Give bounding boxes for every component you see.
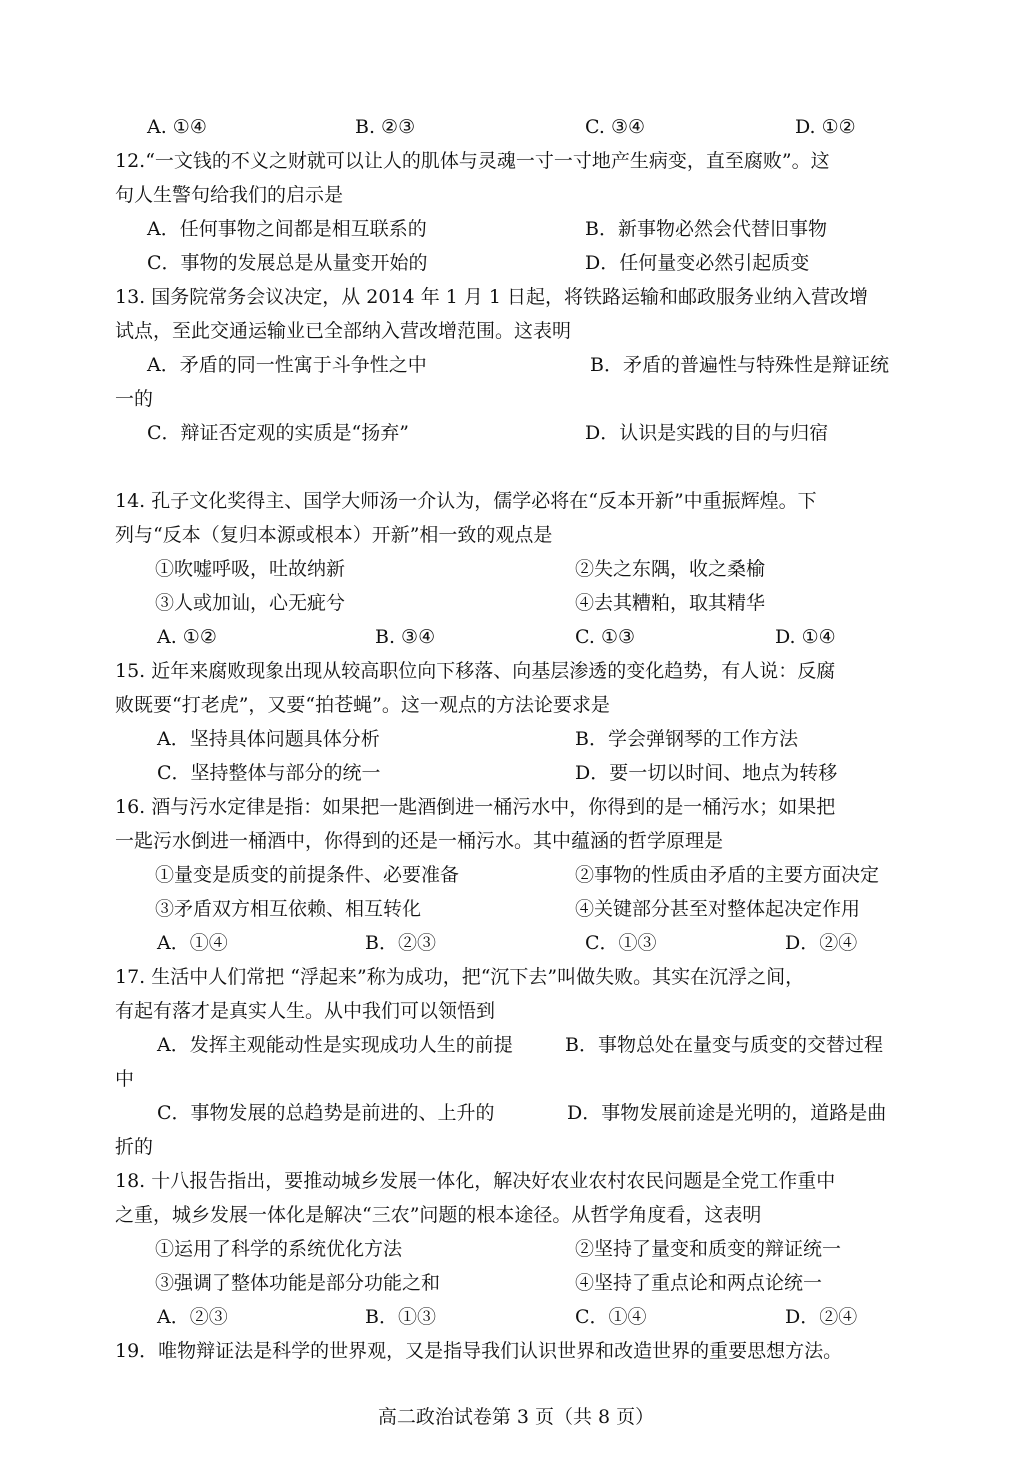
q16-option-d: D．②④ <box>785 932 858 954</box>
q18-option-d: D．②④ <box>785 1306 858 1328</box>
q18-option-c: C．①④ <box>575 1306 647 1328</box>
q16-item-4: ④关键部分甚至对整体起决定作用 <box>575 898 861 920</box>
q11-option-d: D. ①② <box>795 116 856 138</box>
q12-stem-line-2: 句人生警句给我们的启示是 <box>115 184 344 206</box>
q16-option-a: A．①④ <box>157 932 228 954</box>
q16-option-c: C．①③ <box>585 932 657 954</box>
q11-option-b: B. ②③ <box>355 116 416 138</box>
q19-stem-line-1: 19．唯物辩证法是科学的世界观，又是指导我们认识世界和改造世界的重要思想方法。 <box>115 1340 843 1362</box>
q17-stem-line-1: 17. 生活中人们常把 “浮起来”称为成功，把“沉下去”叫做失败。其实在沉浮之间， <box>115 966 805 988</box>
q14-item-1: ①吹嘘呼吸，吐故纳新 <box>155 558 346 580</box>
q14-option-c: C. ①③ <box>575 626 636 648</box>
q17-option-b: B．事物总处在量变与质变的交替过程 <box>565 1034 883 1056</box>
q14-option-b: B. ③④ <box>375 626 436 648</box>
q17-option-a: A．发挥主观能动性是实现成功人生的前提 <box>157 1034 513 1056</box>
q14-stem-line-1: 14. 孔子文化奖得主、国学大师汤一介认为，儒学必将在“反本开新”中重振辉煌。下 <box>115 490 817 512</box>
q14-stem-line-2: 列与“反本（复归本源或根本）开新”相一致的观点是 <box>115 524 553 546</box>
q12-option-b: B．新事物必然会代替旧事物 <box>585 218 827 240</box>
q15-option-d: D．要一切以时间、地点为转移 <box>575 762 838 784</box>
q18-item-3: ③强调了整体功能是部分功能之和 <box>155 1272 441 1294</box>
q13-stem-line-1: 13. 国务院常务会议决定，从 2014 年 1 月 1 日起，将铁路运输和邮政服务业纳入营改增 <box>115 286 869 308</box>
q14-item-3: ③人或加讪，心无疵兮 <box>155 592 346 614</box>
q16-option-b: B．②③ <box>365 932 436 954</box>
q16-item-1: ①量变是质变的前提条件、必要准备 <box>155 864 460 886</box>
q15-stem-line-2: 败既要“打老虎”，又要“拍苍蝇”。这一观点的方法论要求是 <box>115 694 610 716</box>
q15-stem-line-1: 15. 近年来腐败现象出现从较高职位向下移落、向基层渗透的变化趋势，有人说：反腐 <box>115 660 836 682</box>
q16-stem-line-1: 16. 酒与污水定律是指：如果把一匙酒倒进一桶污水中，你得到的是一桶污水；如果把 <box>115 796 836 818</box>
q18-stem-line-1: 18. 十八报告指出，要推动城乡发展一体化，解决好农业农村农民问题是全党工作重中 <box>115 1170 836 1192</box>
q17-option-d-continued: 折的 <box>115 1136 154 1158</box>
q13-option-b-continued: 一的 <box>115 388 154 410</box>
q12-option-a: A．任何事物之间都是相互联系的 <box>147 218 427 240</box>
q12-stem-line-1: 12.“一文钱的不义之财就可以让人的肌体与灵魂一寸一寸地产生病变，直至腐败”。这 <box>115 150 830 172</box>
q18-item-4: ④坚持了重点论和两点论统一 <box>575 1272 823 1294</box>
q18-item-1: ①运用了科学的系统优化方法 <box>155 1238 403 1260</box>
q13-stem-line-2: 试点，至此交通运输业已全部纳入营改增范围。这表明 <box>115 320 572 342</box>
q16-stem-line-2: 一匙污水倒进一桶酒中，你得到的还是一桶污水。其中蕴涵的哲学原理是 <box>115 830 724 852</box>
q17-option-d: D．事物发展前途是光明的，道路是曲 <box>567 1102 887 1124</box>
q18-option-b: B．①③ <box>365 1306 436 1328</box>
q13-option-c: C．辩证否定观的实质是“扬弃” <box>147 422 409 444</box>
q13-option-b: B．矛盾的普遍性与特殊性是辩证统 <box>590 354 889 376</box>
q14-item-4: ④去其糟粕，取其精华 <box>575 592 766 614</box>
q17-stem-line-2: 有起有落才是真实人生。从中我们可以领悟到 <box>115 1000 496 1022</box>
q12-option-d: D．任何量变必然引起质变 <box>585 252 810 274</box>
q17-option-b-continued: 中 <box>115 1068 135 1090</box>
q13-option-a: A．矛盾的同一性寓于斗争性之中 <box>147 354 427 376</box>
q16-item-2: ②事物的性质由矛盾的主要方面决定 <box>575 864 880 886</box>
q17-option-c: C．事物发展的总趋势是前进的、上升的 <box>157 1102 495 1124</box>
q14-item-2: ②失之东隅，收之桑榆 <box>575 558 766 580</box>
q12-option-c: C．事物的发展总是从量变开始的 <box>147 252 428 274</box>
q18-stem-line-2: 之重，城乡发展一体化是解决“三农”问题的根本途径。从哲学角度看，这表明 <box>115 1204 762 1226</box>
q11-option-a: A. ①④ <box>147 116 207 138</box>
q11-option-c: C. ③④ <box>585 116 646 138</box>
q14-option-a: A. ①② <box>157 626 217 648</box>
q15-option-c: C．坚持整体与部分的统一 <box>157 762 381 784</box>
q14-option-d: D. ①④ <box>775 626 836 648</box>
q15-option-b: B．学会弹钢琴的工作方法 <box>575 728 798 750</box>
page-footer: 高二政治试卷第 3 页（共 8 页） <box>377 1406 655 1428</box>
q13-option-d: D．认识是实践的目的与归宿 <box>585 422 829 444</box>
q18-option-a: A．②③ <box>157 1306 228 1328</box>
q15-option-a: A．坚持具体问题具体分析 <box>157 728 380 750</box>
q18-item-2: ②坚持了量变和质变的辩证统一 <box>575 1238 842 1260</box>
q16-item-3: ③矛盾双方相互依赖、相互转化 <box>155 898 422 920</box>
